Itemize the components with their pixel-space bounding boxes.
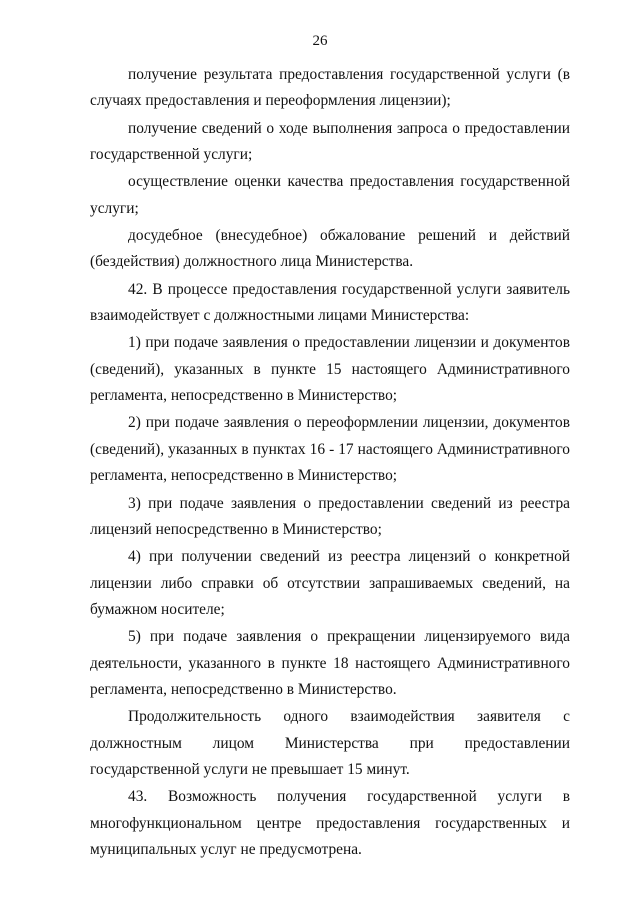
paragraph-subitem-5: 5) при подаче заявления о прекращении лицензируемого вида деятельности, указанного в пункте 18 настоящего Административного регламента, непосредственно в Министерство. [90,628,570,698]
paragraph-pretrial-appeal: досудебное (внесудебное) обжалование решений и действий (бездействия) должностного лица Министерства. [90,227,570,271]
page-number: 26 [312,33,328,49]
paragraph-subitem-4: 4) при получении сведений из реестра лицензий о конкретной лицензии либо справки об отсутствии запрашиваемых сведений, на бумажном носителе; [90,548,570,618]
paragraph-quality-assessment: осуществление оценки качества предоставления государственной услуги; [90,173,570,217]
paragraph-subitem-3: 3) при подаче заявления о предоставлении сведений из реестра лицензий непосредственно в Министерство; [90,494,570,538]
document-body [90,62,570,864]
paragraph-duration: Продолжительность одного взаимодействия заявителя с должностным лицом Министерства при предоставлении государственной услуги не превышает 15 минут. [90,708,570,778]
paragraph-item-43: 43. Возможность получения государственной услуги в многофункциональном центре предоставления государственных и муниципальных услуг не предусмотрена. [90,788,570,858]
paragraph-request-status: получение сведений о ходе выполнения запроса о предоставлении государственной услуги; [90,119,570,164]
paragraph-item-42: 42. В процессе предоставления государственной услуги заявитель взаимодействует с должностными лицами Министерства: [90,280,570,325]
paragraph-subitem-1: 1) при подаче заявления о предоставлении лицензии и документов (сведений), указанных в пункте 15 настоящего Административного регламента, непосредственно в Министерство; [90,334,570,405]
paragraph-result-receipt: получение результата предоставления государственной услуги (в случаях предоставления и переоформления лицензии); [90,66,570,110]
paragraph-subitem-2: 2) при подаче заявления о переоформлении лицензии, документов (сведений), указанных в пунктах 16 - 17 настоящего Административного регламента, непосредственно в Министерство; [90,414,570,485]
